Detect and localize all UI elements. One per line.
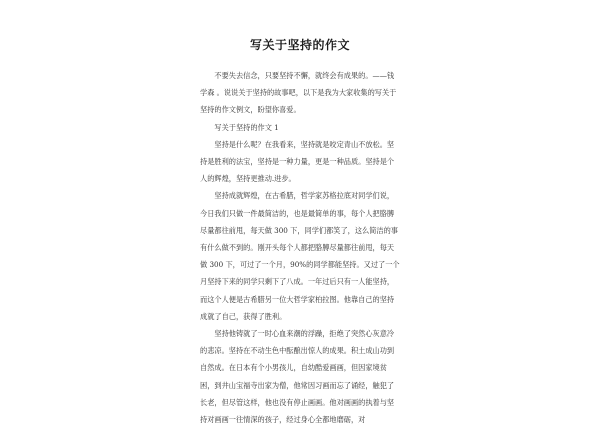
body-paragraph: 坚持是什么呢？在我看来，坚持就是咬定青山不放松。坚持是胜利的法宝，坚持是一种力量，更是一种品质。坚持是个人的辉煌，坚持更推动.进步。 xyxy=(200,139,395,184)
document-body xyxy=(200,67,400,428)
body-paragraph: 坚持他铸就了一时心血来潮的浮躁，拒绝了突然心灰意冷的悲凉。坚持在不动生色中酝酿出惊人的成果。积土成山功到自然成。在日本有个小男孩儿，自幼酷爱画画，但因家境贫困，到井山宝福寺出家为僧，他常因习画而忘了诵经，触犯了长老，但尽管这样，他也没有停止画画。他对画画的执着与坚持对画画一往情深的孩子，经过身心全都地磨砺，对 xyxy=(200,329,395,425)
body-paragraph: 坚持成就辉煌，在古希腊，哲学家苏格拉底对同学们说，今日我们只做一件最简洁的，也是最简单的事，每个人把胳膊尽量都往前甩，每天做 300 下，同学们都笑了，这么简洁的事有什么做不到的。刚开头每个人都把胳膊尽量都往前甩，每天做 300 下，可过了一个月，90%的同学都能坚持。又过了一个月坚持下来的同学只剩下了八成。一年过后只有一人能坚持，而这个人便是古希腊另一位大哲学家柏拉图。他靠自己的坚持成就了自己，获得了胜利。 xyxy=(200,191,400,321)
document-title: 写关于坚持的作文 xyxy=(249,38,350,52)
intro-paragraph: 不要失去信念，只要坚持不懈，就终会有成果的。——钱学森 。说说关于坚持的故事吧，以下是我为大家收集的写关于坚持的作文例文，盼望你喜爱。 xyxy=(200,71,397,115)
section-heading: 写关于坚持的作文 1 xyxy=(214,122,279,132)
